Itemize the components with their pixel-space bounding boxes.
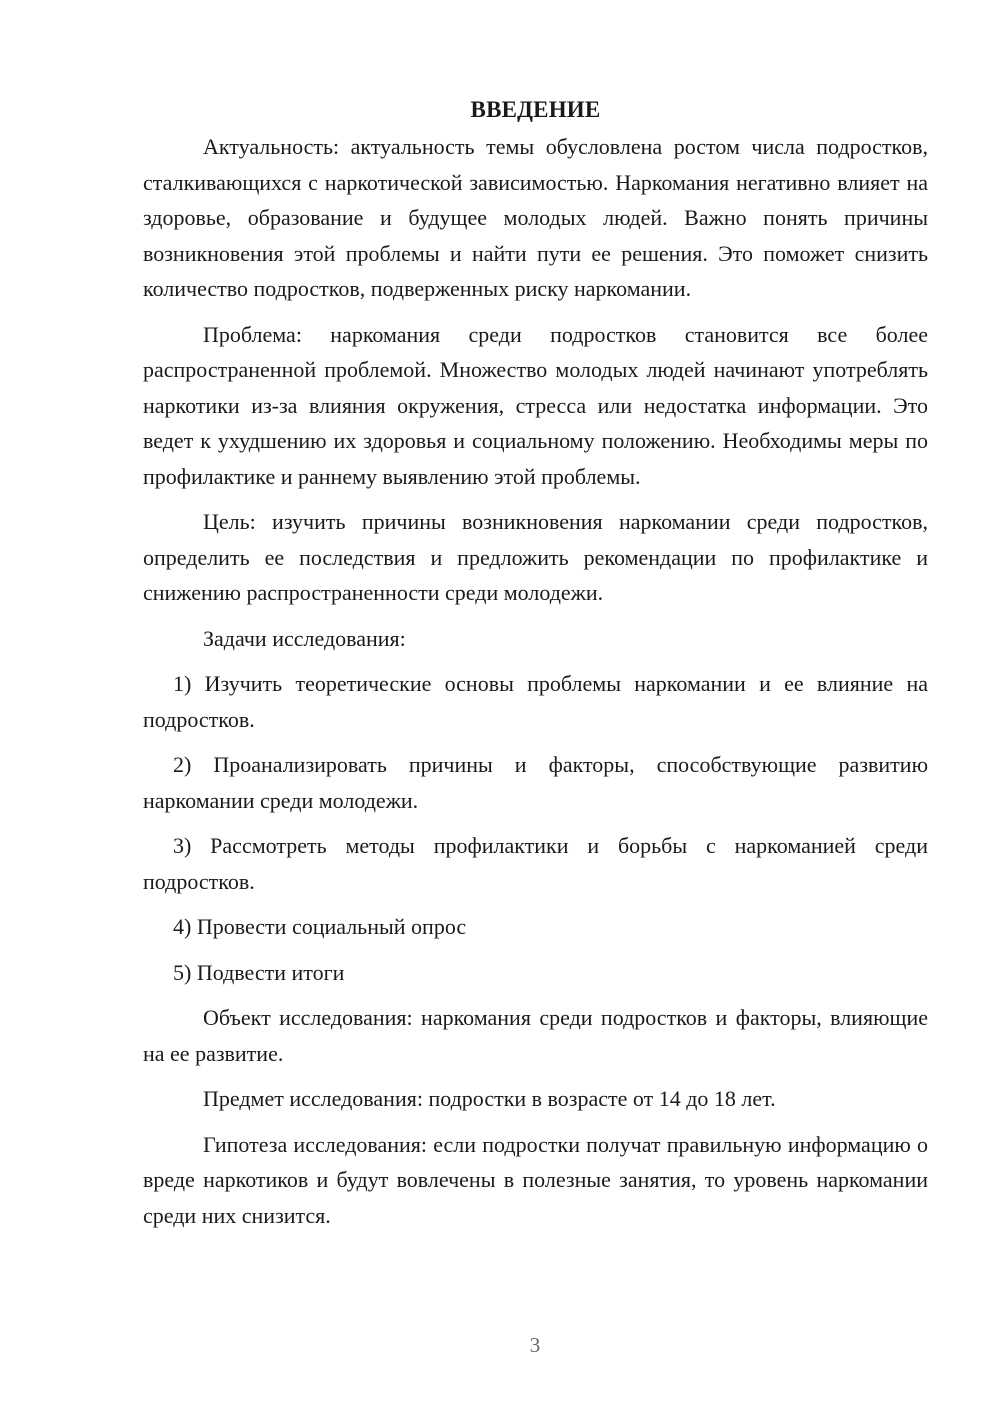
task-item: 4) Провести социальный опрос (173, 914, 467, 939)
task-item: 1) Изучить теоретические основы проблемы наркомании и ее влияние на подростков. (143, 671, 928, 732)
paragraph-goal: Цель: изучить причины возникновения наркомании среди подростков, определить ее последствия и предложить рекомендации по профилактике и снижению распространенности среди молодежи. (143, 509, 928, 605)
page-title: ВВЕДЕНИЕ (470, 97, 601, 122)
task-item: 5) Подвести итоги (173, 959, 345, 985)
paragraph-problem: Проблема: наркомания среди подростков становится все более распространенной проблемой. Множество молодых людей начинают употреблять наркотики из-за влияния окружения, стресса или недостатка информации. Это ведет к ухудшению их здоровья и социальному положению. Необходимы меры по профилактике и раннему выявлению этой проблемы. (143, 321, 928, 489)
page-number: 3 (529, 1333, 541, 1357)
page-content (143, 92, 928, 1243)
paragraph-relevance: Актуальность: актуальность темы обусловлена ростом числа подростков, сталкивающихся с наркотической зависимостью. Наркомания негативно влияет на здоровье, образование и будущее молодых людей. Важно понять причины возникновения этой проблемы и найти пути ее решения. Это поможет снизить количество подростков, подверженных риску наркомании. (143, 134, 928, 301)
tasks-heading: Задачи исследования: (203, 625, 406, 651)
paragraph-hypothesis: Гипотеза исследования: если подростки получат правильную информацию о вреде наркотиков и будут вовлечены в полезные занятия, то уровень наркомании среди них снизится. (143, 1131, 928, 1228)
task-item: 3) Рассмотреть методы профилактики и борьбы с наркоманией среди подростков. (143, 833, 928, 894)
paragraph-subject: Предмет исследования: подростки в возрасте от 14 до 18 лет. (203, 1086, 776, 1111)
task-item: 2) Проанализировать причины и факторы, способствующие развитию наркомании среди молодежи. (143, 752, 928, 813)
paragraph-object: Объект исследования: наркомания среди подростков и факторы, влияющие на ее развитие. (143, 1005, 928, 1066)
